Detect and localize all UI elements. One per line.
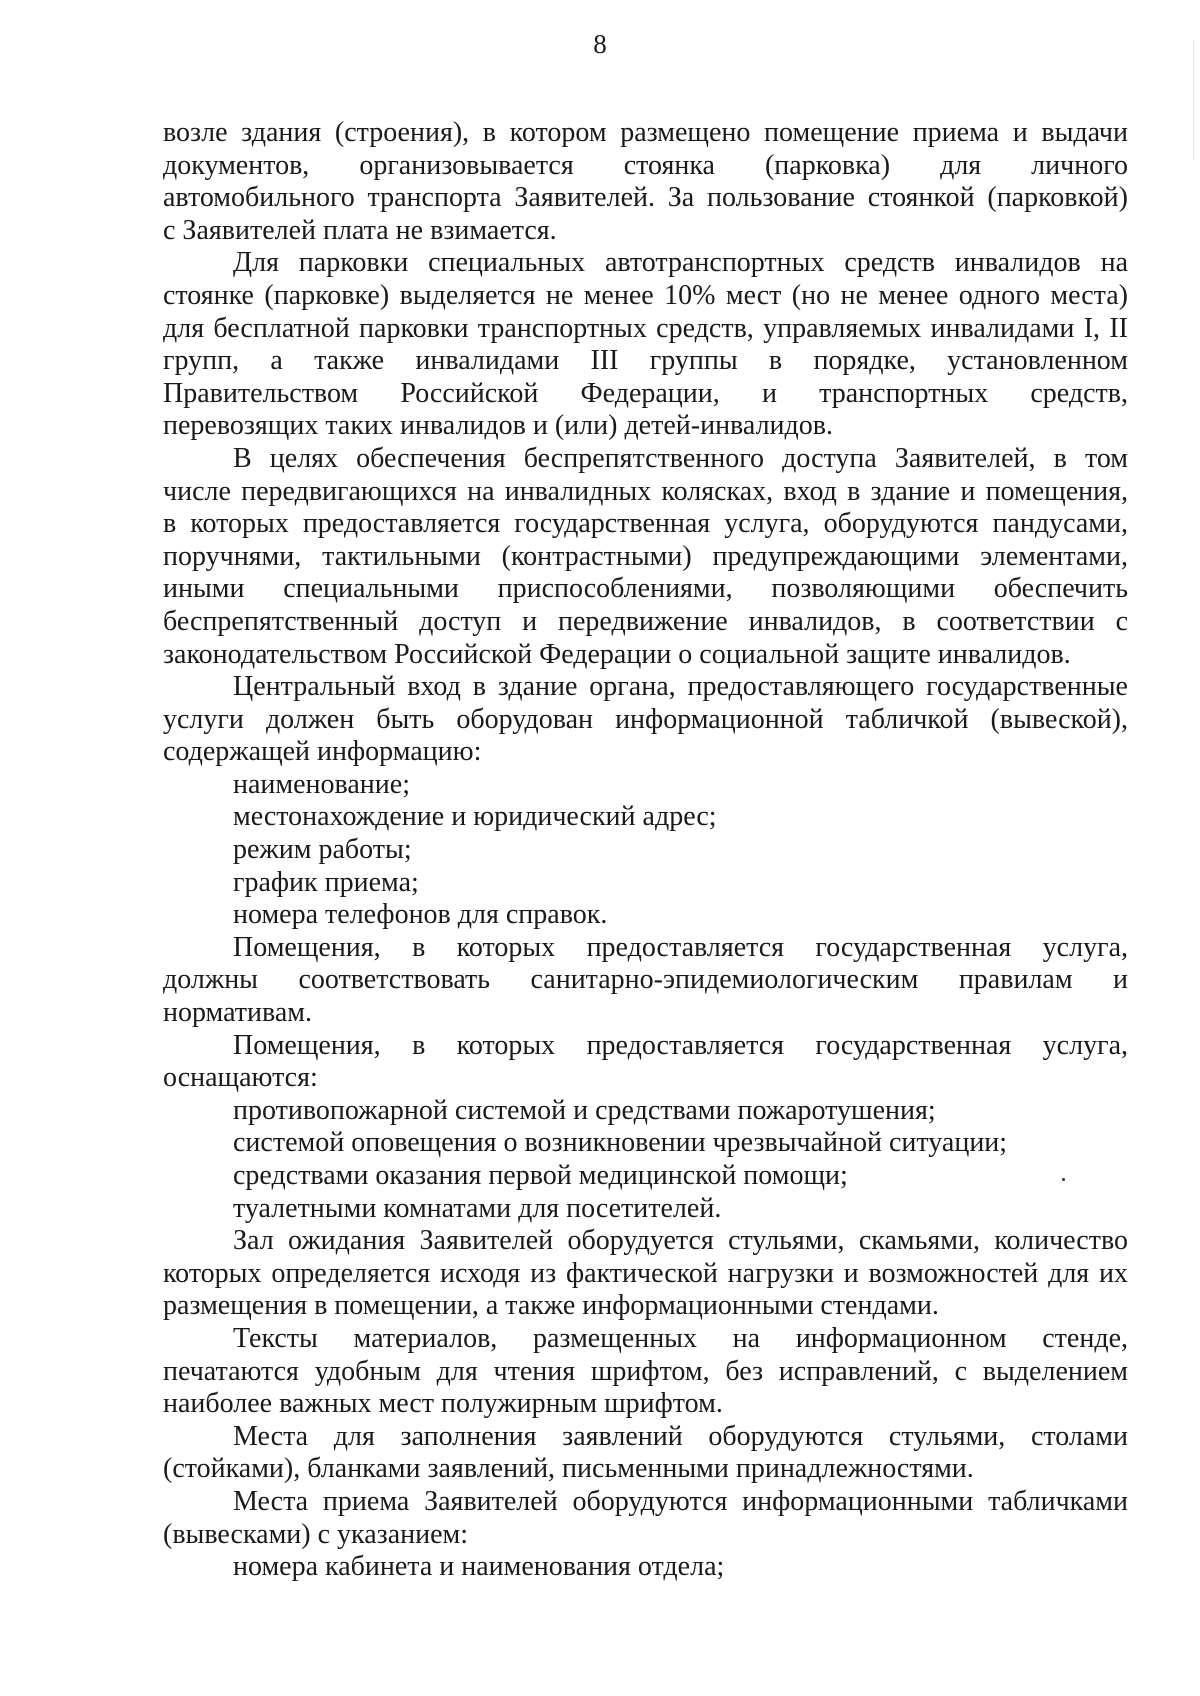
text-line: оснащаются: [163, 1062, 318, 1094]
text-line: (вывесками) с указанием: [163, 1518, 469, 1550]
paragraph-first-line: Места для заполнения заявлений оборудуются стульями, столами [233, 1420, 1128, 1452]
list-item: номера кабинета и наименования отдела; [233, 1551, 725, 1583]
paragraph-first-line: Помещения, в которых предоставляется государственная услуга, [233, 1029, 1128, 1061]
text-line: в которых предоставляется государственная услуга, оборудуются пандусами, [163, 508, 1128, 540]
text-line: нормативам. [163, 997, 313, 1029]
text-line: перевозящих таких инвалидов и (или) детей-инвалидов. [163, 410, 834, 442]
text-line: Правительством Российской Федерации, и транспортных средств, [163, 377, 1128, 409]
list-item: наименование; [233, 768, 410, 800]
page-number: 8 [593, 29, 607, 59]
text-line: которых определяется исходя из фактической нагрузки и возможностей для их [163, 1257, 1128, 1289]
text-line: стоянке (парковке) выделяется не менее 10% мест (но не менее одного места) [163, 279, 1128, 311]
text-line: услуги должен быть оборудован информационной табличкой (вывеской), [163, 703, 1128, 735]
text-line: иными специальными приспособлениями, позволяющими обеспечить [163, 573, 1128, 605]
text-line: законодательством Российской Федерации о социальной защите инвалидов. [163, 638, 1071, 670]
text-line: автомобильного транспорта Заявителей. За пользование стоянкой (парковкой) [163, 182, 1128, 214]
list-item: туалетными комнатами для посетителей. [233, 1192, 722, 1224]
paragraph-first-line: В целях обеспечения беспрепятственного доступа Заявителей, в том [233, 442, 1128, 474]
text-line: для бесплатной парковки транспортных средств, управляемых инвалидами I, II [163, 312, 1128, 344]
text-line: документов, организовывается стоянка (парковка) для личного [163, 149, 1128, 181]
document-body [163, 117, 1128, 1584]
text-line: размещения в помещении, а также информационными стендами. [163, 1290, 939, 1322]
list-item: противопожарной системой и средствами пожаротушения; [233, 1094, 936, 1126]
scan-speck [1062, 1178, 1065, 1181]
text-line: беспрепятственный доступ и передвижение инвалидов, в соответствии с [163, 605, 1128, 637]
text-line: возле здания (строения), в котором размещено помещение приема и выдачи [163, 117, 1128, 148]
text-line: должны соответствовать санитарно-эпидемиологическим правилам и [163, 964, 1128, 996]
text-line: групп, а также инвалидами III группы в порядке, установленном [163, 345, 1128, 377]
list-item: график приема; [233, 866, 419, 898]
paragraph-first-line: Тексты материалов, размещенных на информационном стенде, [233, 1322, 1128, 1354]
paragraph-first-line: Центральный вход в здание органа, предоставляющего государственные [233, 671, 1128, 703]
paragraph-first-line: Зал ожидания Заявителей оборудуется стульями, скамьями, количество [233, 1225, 1128, 1257]
text-line: (стойками), бланками заявлений, письменными принадлежностями. [163, 1453, 974, 1485]
list-item: местонахождение и юридический адрес; [233, 801, 717, 833]
text-line: с Заявителей плата не взимается. [163, 214, 557, 246]
list-item: номера телефонов для справок. [233, 899, 608, 931]
text-line: числе передвигающихся на инвалидных колясках, вход в здание и помещения, [163, 475, 1128, 507]
scan-edge-mark [1193, 40, 1194, 160]
text-line: наиболее важных мест полужирным шрифтом. [163, 1388, 723, 1420]
text-line: поручнями, тактильными (контрастными) предупреждающими элементами, [163, 540, 1128, 572]
paragraph-first-line: Места приема Заявителей оборудуются информационными табличками [233, 1485, 1128, 1517]
paragraph-first-line: Помещения, в которых предоставляется государственная услуга, [233, 931, 1128, 963]
text-line: печатаются удобным для чтения шрифтом, без исправлений, с выделением [163, 1355, 1128, 1387]
text-line: содержащей информацию: [163, 736, 482, 768]
list-item: системой оповещения о возникновении чрезвычайной ситуации; [233, 1127, 1008, 1159]
list-item: средствами оказания первой медицинской помощи; [233, 1160, 848, 1191]
list-item: режим работы; [233, 834, 412, 866]
paragraph-first-line: Для парковки специальных автотранспортных средств инвалидов на [233, 247, 1128, 279]
